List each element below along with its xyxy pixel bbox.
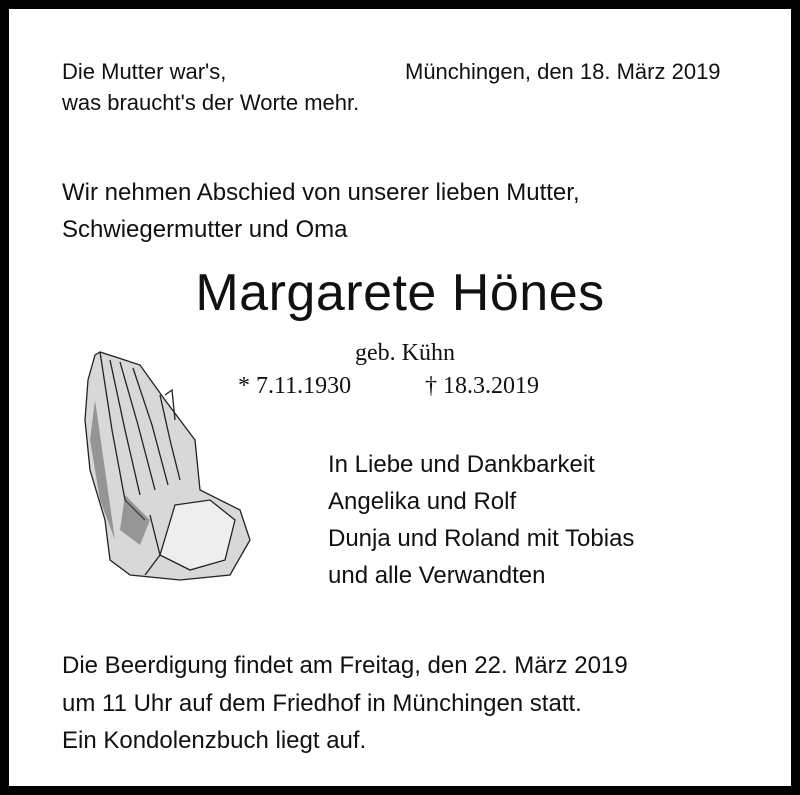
death-date: † 18.3.2019 [425,373,539,399]
funeral-line-1: Die Beerdigung findet am Freitag, den 22. März 2019 [62,652,628,679]
mourners-line-2: Angelika und Rolf [328,488,517,515]
intro-line-1: Wir nehmen Abschied von unserer lieben Mutter, [62,179,580,206]
intro-line-2: Schwiegermutter und Oma [62,216,348,243]
praying-hands-icon [60,330,280,590]
funeral-line-3: Ein Kondolenzbuch liegt auf. [62,727,367,754]
mourners-line-1: In Liebe und Dankbarkeit [328,451,595,478]
maiden-name: geb. Kühn [355,340,455,366]
motto-line-1: Die Mutter war's, [62,59,227,84]
obituary-notice [9,9,791,786]
funeral-line-2: um 11 Uhr auf dem Friedhof in Münchingen statt. [62,690,582,717]
deceased-name: Margarete Hönes [195,264,605,322]
birth-date: * 7.11.1930 [238,373,352,399]
place-date: Münchingen, den 18. März 2019 [405,59,721,84]
mourners-line-4: und alle Verwandten [328,562,546,589]
motto-line-2: was braucht's der Worte mehr. [62,90,360,115]
mourners-line-3: Dunja und Roland mit Tobias [328,525,635,552]
